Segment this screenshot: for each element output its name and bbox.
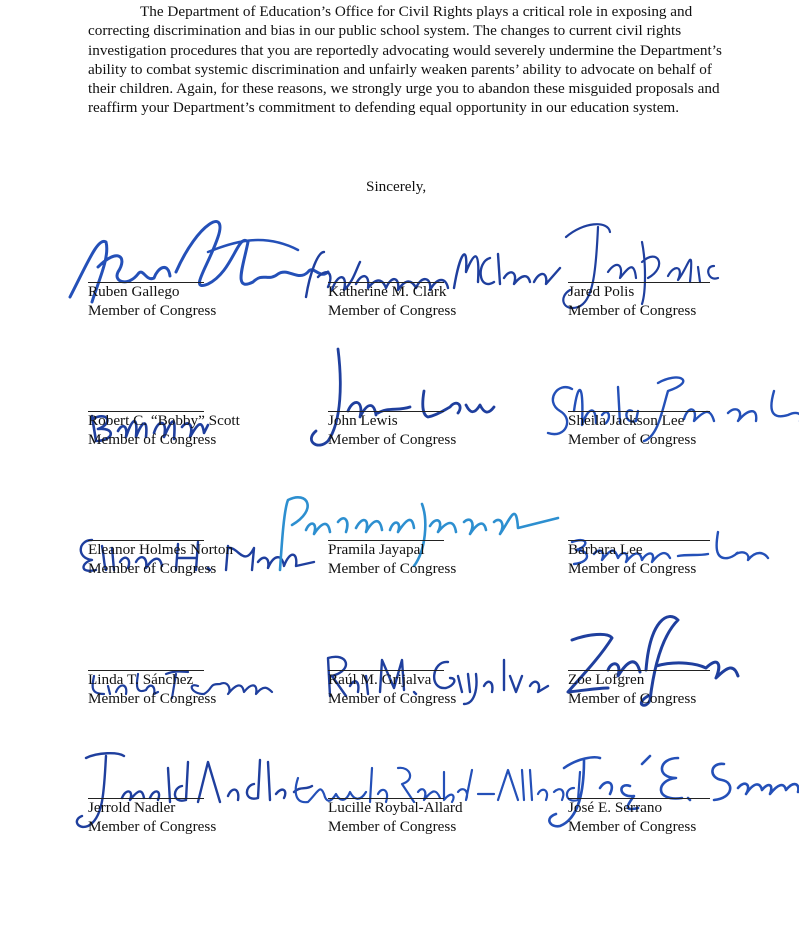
signer-name: Raúl M. Grijalva (328, 671, 432, 688)
signature-block-nadler (88, 798, 288, 928)
signer-title: Member of Congress (328, 431, 457, 448)
signer-title: Member of Congress (568, 560, 697, 577)
signer-title: Member of Congress (568, 302, 697, 319)
signer-name: John Lewis (328, 412, 398, 429)
signer-title: Member of Congress (568, 431, 697, 448)
signer-name: José E. Serrano (568, 799, 663, 816)
signer-title: Member of Congress (88, 302, 217, 319)
signer-name: Sheila Jackson Lee (568, 412, 685, 429)
signature-block-serrano (568, 798, 768, 928)
signer-name: Zoe Lofgren (568, 671, 645, 688)
signer-name: Linda T. Sánchez (88, 671, 194, 688)
signer-title: Member of Congress (88, 431, 217, 448)
signer-title: Member of Congress (568, 690, 697, 707)
signer-title: Member of Congress (328, 560, 457, 577)
signer-title: Member of Congress (328, 818, 457, 835)
signer-name: Lucille Roybal-Allard (328, 799, 463, 816)
signer-name: Barbara Lee (568, 541, 643, 558)
signer-title: Member of Congress (328, 690, 457, 707)
signer-title: Member of Congress (88, 560, 217, 577)
signer-name: Pramila Jayapal (328, 541, 425, 558)
signature-block-roybal-allard (328, 798, 528, 928)
signer-name: Katherine M. Clark (328, 283, 447, 300)
signer-name: Robert C. “Bobby” Scott (88, 412, 240, 429)
signer-title: Member of Congress (88, 818, 217, 835)
signer-title: Member of Congress (88, 690, 217, 707)
signer-name: Jared Polis (568, 283, 635, 300)
signer-name: Jerrold Nadler (88, 799, 176, 816)
signer-name: Ruben Gallego (88, 283, 180, 300)
signer-title: Member of Congress (328, 302, 457, 319)
signer-title: Member of Congress (568, 818, 697, 835)
closing-salutation: Sincerely, (366, 178, 427, 195)
signer-name: Eleanor Holmes Norton (88, 541, 234, 558)
letter-body-paragraph: The Department of Education’s Office for Civil Rights plays a critical role in exposing and correcting discrimination and bias in our public school system. The changes to current civil rights investigation procedures that you are reportedly advocating would severely undermine the Department’s ability to combat systemic discrimination and unfairly weaken parents’ ability to advocate on behalf of their children. Again, for these reasons, we strongly urge you to abandon these misguided proposals and reaffirm your Department’s commitment to defending equal opportunity in our education system. (88, 3, 722, 117)
